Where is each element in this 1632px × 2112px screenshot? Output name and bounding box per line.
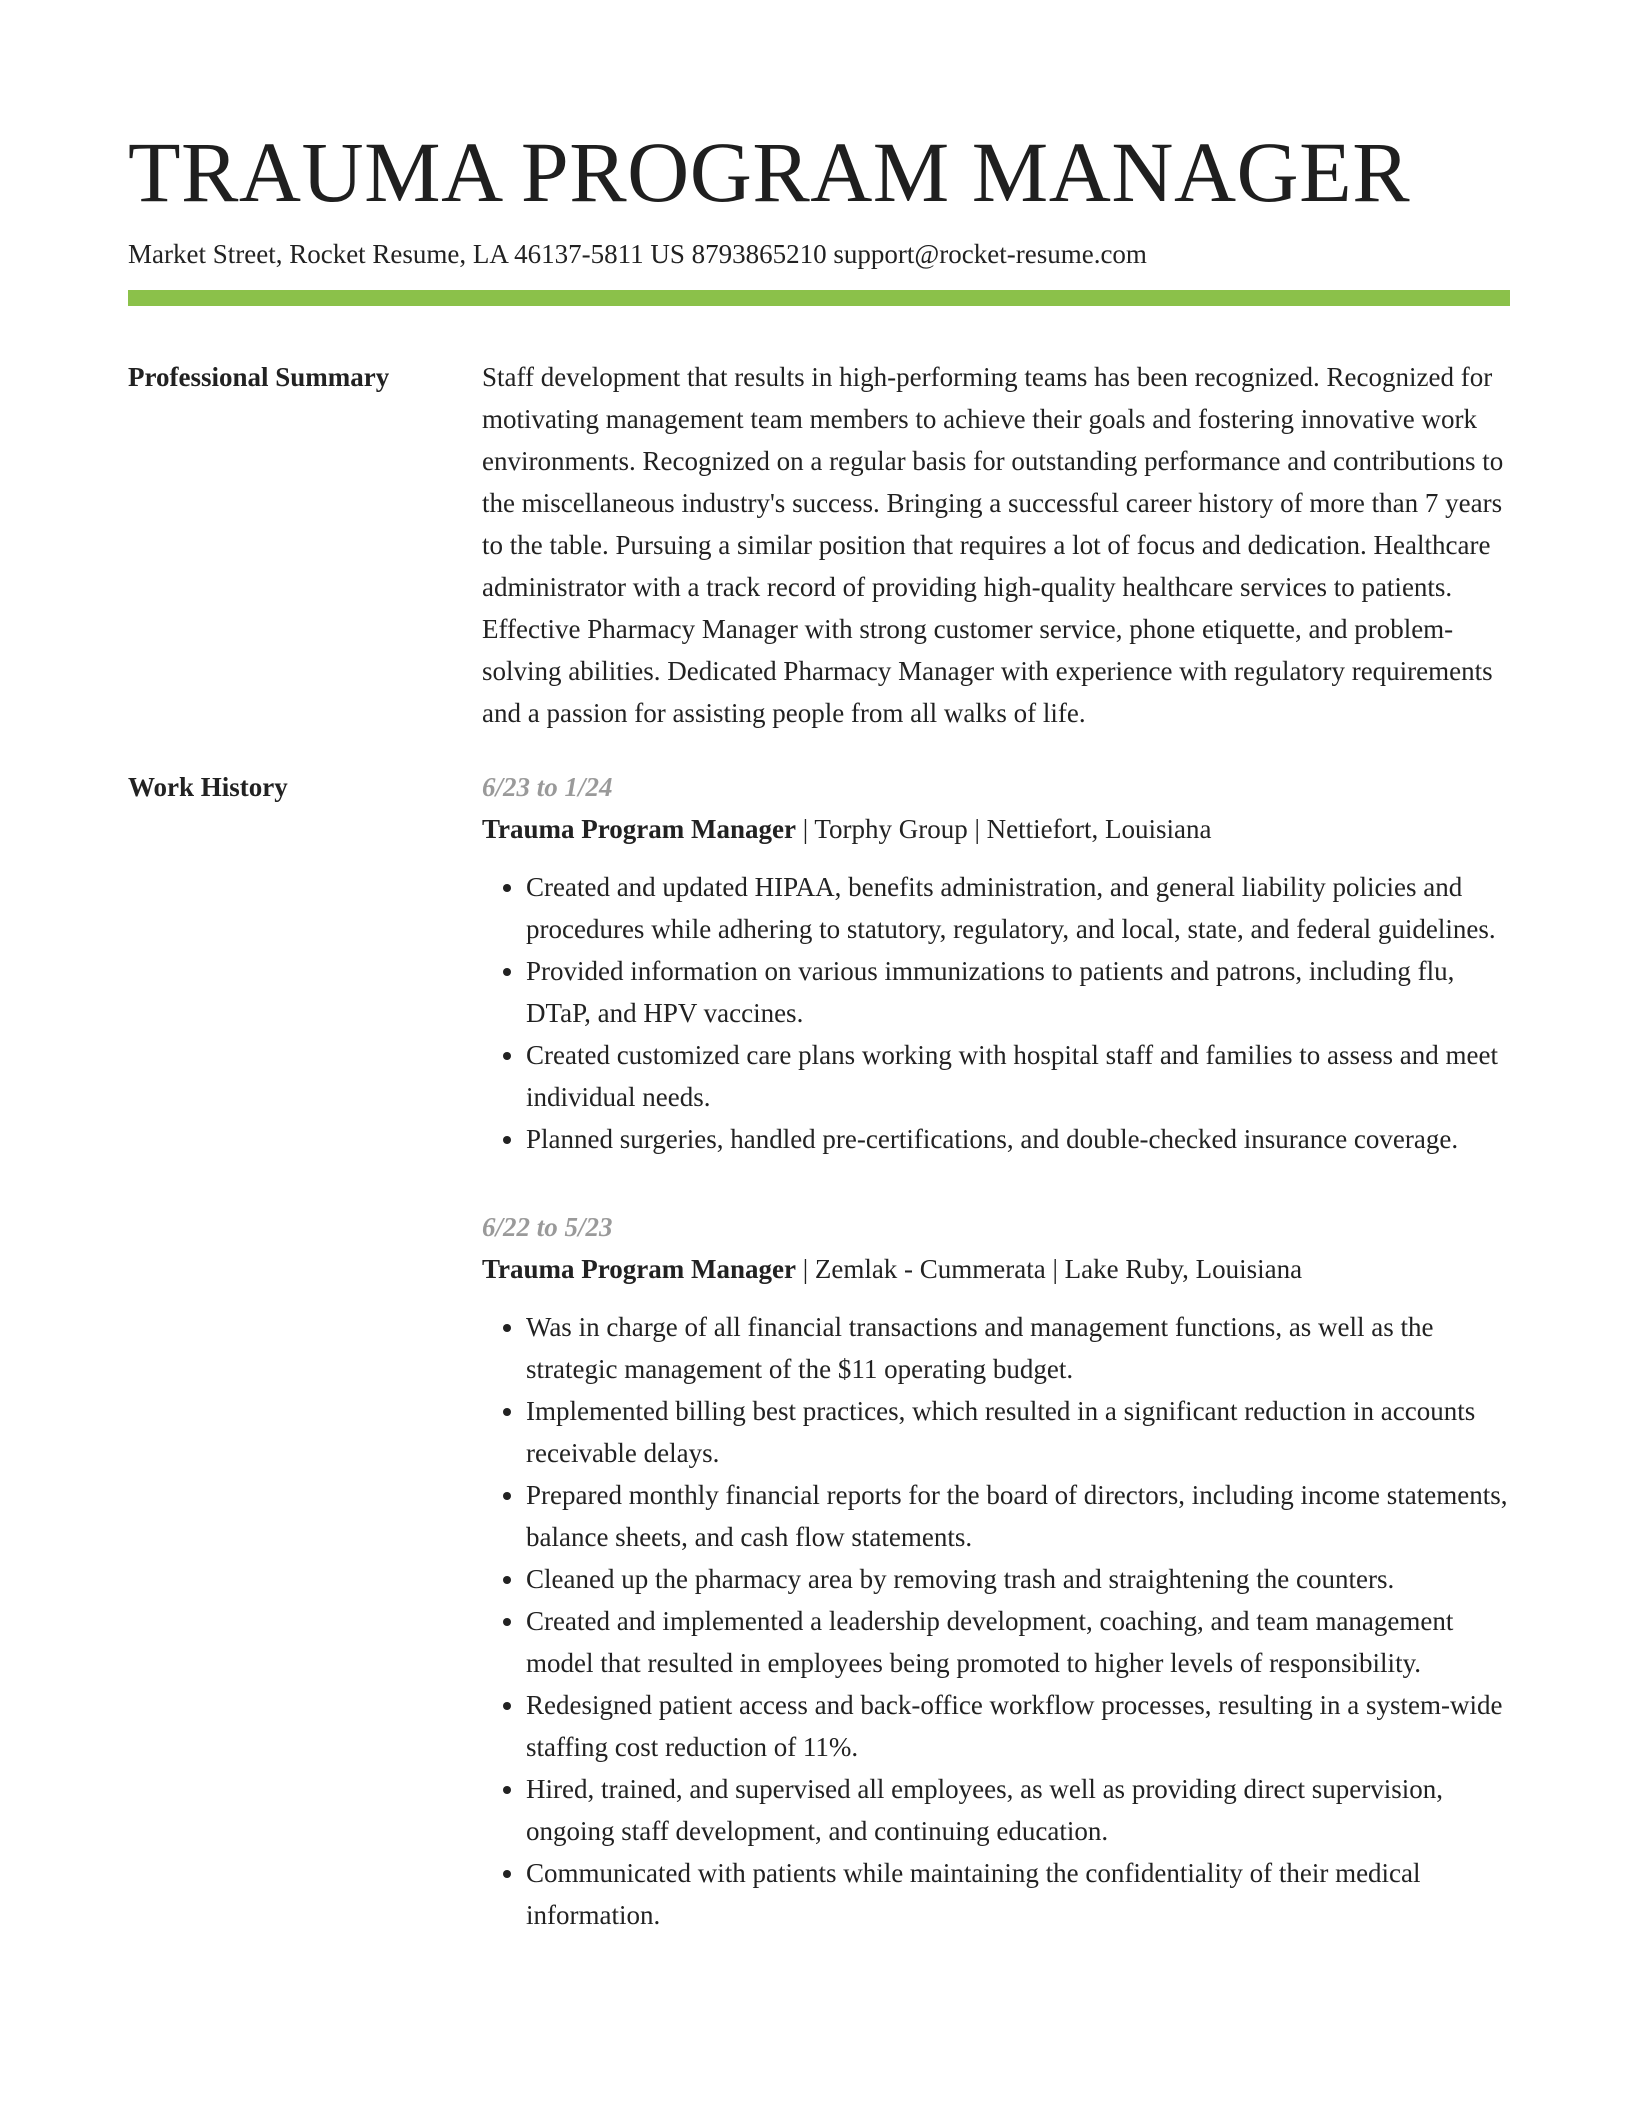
job-entry bbox=[482, 766, 1510, 1160]
job-title-line bbox=[482, 808, 1510, 850]
resume-name: TRAUMA PROGRAM MANAGER bbox=[128, 124, 1411, 220]
contact-line: Market Street, Rocket Resume, LA 46137-5811 US 8793865210 support@rocket-resume.com bbox=[128, 239, 1147, 269]
job-title-line bbox=[482, 1248, 1510, 1290]
summary-text: Staff development that results in high-performing teams has been recognized. Recognized for motivating management team members to achieve their goals and fostering innovative work environments. Recognized on a regular basis for outstanding performance and contributions to the miscellaneous industry's success. Bringing a successful career history of more than 7 years to the table. Pursuing a similar position that requires a lot of focus and dedication. Healthcare administrator with a track record of providing high-quality healthcare services to patients. Effective Pharmacy Manager with strong customer service, phone etiquette, and problem-solving abilities. Dedicated Pharmacy Manager with experience with regulatory requirements and a passion for assisting people from all walks of life. bbox=[482, 362, 1504, 728]
job-title: Trauma Program Manager bbox=[482, 1254, 796, 1284]
job-bullet-list bbox=[482, 866, 1510, 1160]
job-dates: 6/23 to 1/24 bbox=[482, 772, 613, 802]
summary-label: Professional Summary bbox=[128, 362, 390, 392]
job-title: Trauma Program Manager bbox=[482, 814, 796, 844]
job-bullet: • Communicated with patients while maintaining the confidentiality of their medical information. bbox=[526, 1852, 1510, 1936]
job-bullet: • Created customized care plans working with hospital staff and families to assess and meet individual needs. bbox=[526, 1034, 1510, 1118]
summary-section bbox=[128, 356, 1510, 734]
work-history-section bbox=[128, 766, 1510, 1936]
job-bullet: • Hired, trained, and supervised all employees, as well as providing direct supervision, ongoing staff development, and continuing education. bbox=[526, 1768, 1510, 1852]
job-bullet: • Created and updated HIPAA, benefits administration, and general liability policies and procedures while adhering to statutory, regulatory, and local, state, and federal guidelines. bbox=[526, 866, 1510, 950]
job-employer-location: | Torphy Group | Nettiefort, Louisiana bbox=[795, 814, 1212, 844]
job-bullet: • Cleaned up the pharmacy area by removing trash and straightening the counters. bbox=[526, 1558, 1510, 1600]
work-history-label: Work History bbox=[128, 772, 288, 802]
job-bullet: • Prepared monthly financial reports for the board of directors, including income statements, balance sheets, and cash flow statements. bbox=[526, 1474, 1510, 1558]
job-bullet: • Created and implemented a leadership development, coaching, and team management model that resulted in employees being promoted to higher levels of responsibility. bbox=[526, 1600, 1510, 1684]
job-dates: 6/22 to 5/23 bbox=[482, 1212, 613, 1242]
job-entry bbox=[482, 1206, 1510, 1936]
job-bullet-list bbox=[482, 1306, 1510, 1936]
header-divider bbox=[128, 290, 1510, 306]
resume-page bbox=[128, 0, 1510, 1936]
work-history-body bbox=[482, 766, 1510, 1936]
job-bullet: • Provided information on various immunizations to patients and patrons, including flu, DTaP, and HPV vaccines. bbox=[526, 950, 1510, 1034]
job-employer-location: | Zemlak - Cummerata | Lake Ruby, Louisiana bbox=[795, 1254, 1303, 1284]
job-bullet: • Implemented billing best practices, which resulted in a significant reduction in accounts receivable delays. bbox=[526, 1390, 1510, 1474]
job-bullet: • Was in charge of all financial transactions and management functions, as well as the strategic management of the $11 operating budget. bbox=[526, 1306, 1510, 1390]
job-bullet: • Planned surgeries, handled pre-certifications, and double-checked insurance coverage. bbox=[526, 1118, 1510, 1160]
job-bullet: • Redesigned patient access and back-office workflow processes, resulting in a system-wide staffing cost reduction of 11%. bbox=[526, 1684, 1510, 1768]
